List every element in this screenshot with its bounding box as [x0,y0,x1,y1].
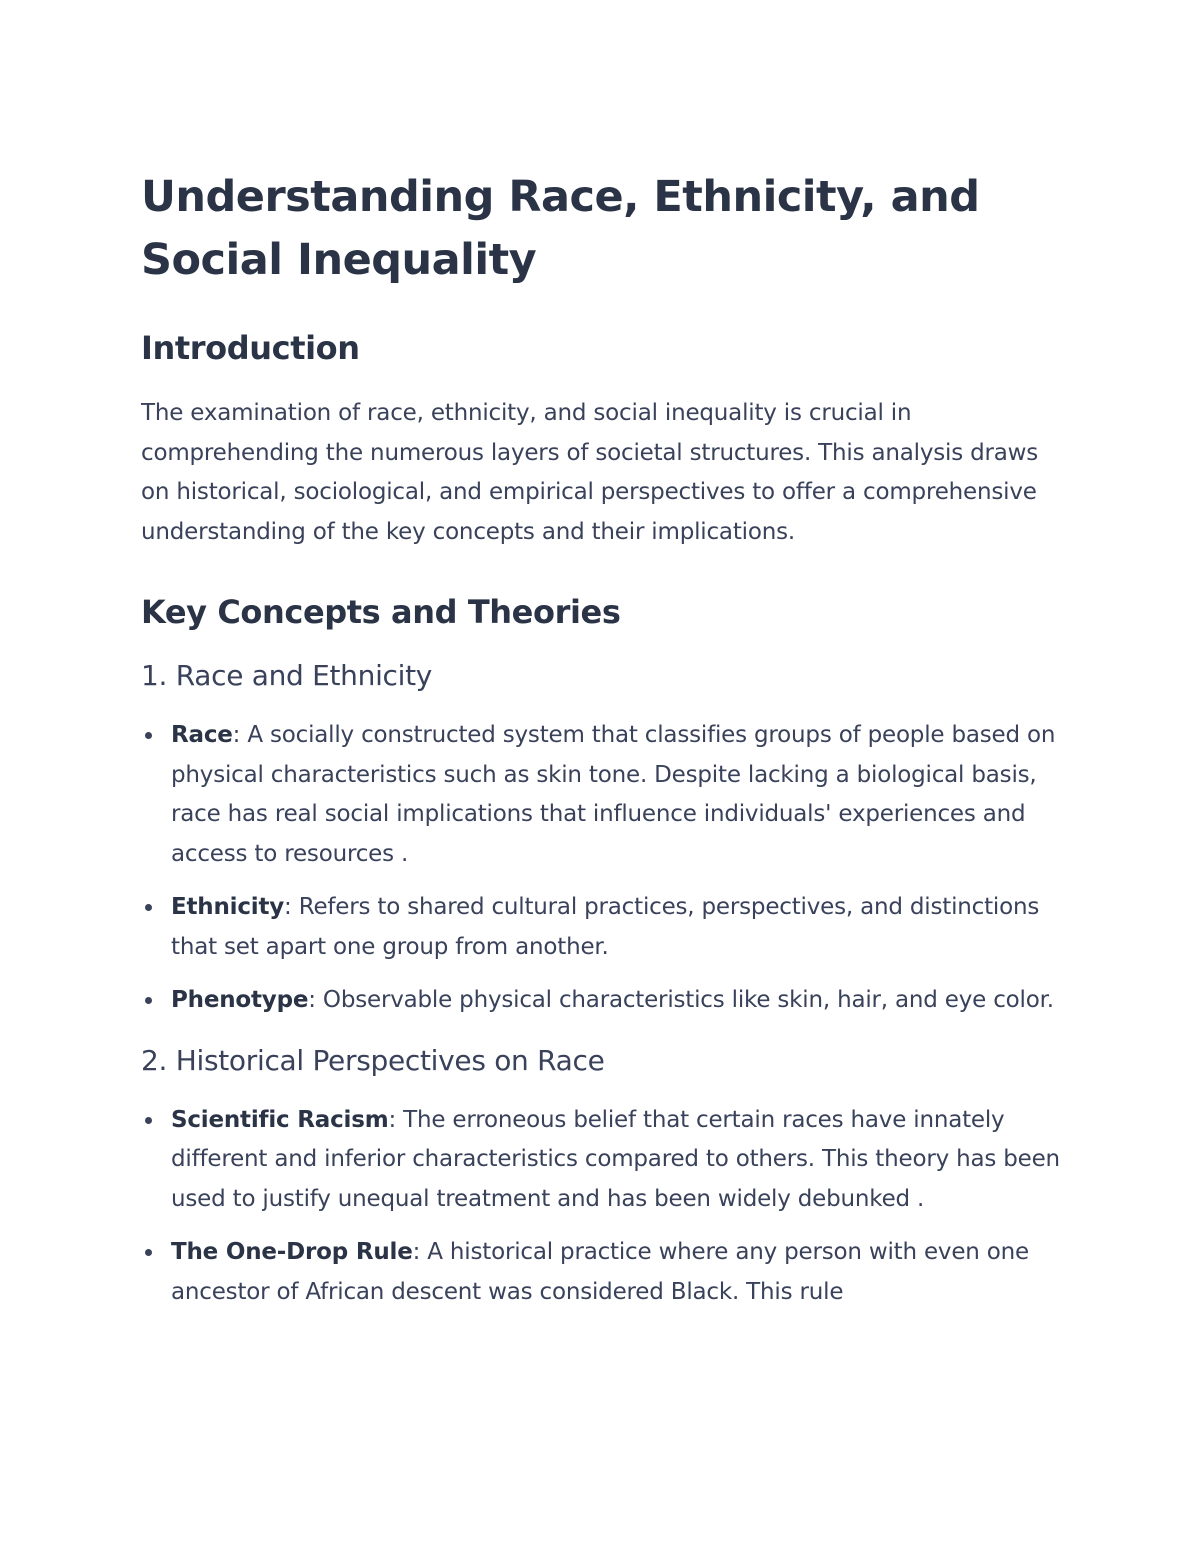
document-page [141,166,1061,1312]
list-item-text: : Observable physical characteristics like skin, hair, and eye color. [308,987,1054,1013]
historical-perspectives-list [141,1101,1061,1313]
list-item-text: : The erroneous belief that certain races have innately different and inferior characteristics compared to others. This theory has been used to justify unequal treatment and has been widely debunked . [171,1106,1060,1212]
list-item-term: Phenotype [171,987,309,1013]
introduction-paragraph: The examination of race, ethnicity, and social inequality is crucial in comprehending the numerous layers of societal structures. This analysis draws on historical, sociological, and empirical perspectives to offer a comprehensive understanding of the key concepts and their implications. [141,400,1039,545]
bullet-icon [145,1117,152,1124]
bullet-icon [145,997,152,1004]
list-item [141,888,1061,967]
list-item-term: Scientific Racism [171,1106,389,1133]
list-item [141,1101,1061,1220]
key-concepts-heading: Key Concepts and Theories [141,593,621,631]
list-item [141,981,1061,1021]
list-item-term: The One-Drop Rule [171,1239,413,1265]
list-item-text: : Refers to shared cultural practices, perspectives, and distinctions that set apart one group from another. [171,894,1040,960]
list-item-term: Race [171,722,233,748]
bullet-icon [145,732,152,739]
list-item-term: Ethnicity [171,894,285,920]
list-item-text: : A historical practice where any person with even one ancestor of African descent was considered Black. This rule [171,1239,1029,1305]
introduction-heading: Introduction [141,329,360,367]
document-title: Understanding Race, Ethnicity, and Social Inequality [141,172,980,285]
list-item [141,716,1061,874]
bullet-icon [145,1249,152,1256]
section-heading-historical-perspectives: 2. Historical Perspectives on Race [141,1043,605,1077]
list-item-text: : A socially constructed system that classifies groups of people based on physical characteristics such as skin tone. Despite lacking a biological basis, race has real social implications that influence individuals' experiences and access to resources . [171,722,1056,867]
list-item [141,1233,1061,1312]
bullet-icon [145,904,152,911]
race-ethnicity-list [141,716,1061,1021]
section-heading-race-ethnicity: 1. Race and Ethnicity [141,659,433,692]
